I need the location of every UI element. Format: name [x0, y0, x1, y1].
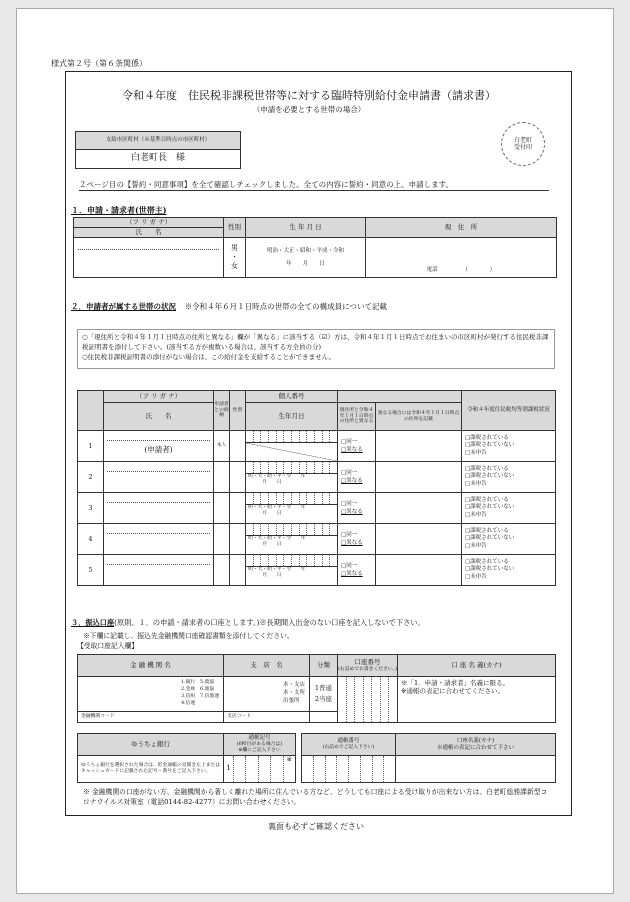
household-birth-date: 明・大・昭・平・令 年 月 日	[248, 474, 306, 485]
yucho-number-note: (右詰めでご記入下さい)	[322, 744, 375, 750]
branch-name-header: 支 店 名	[224, 655, 310, 677]
household-address-diff-field[interactable]	[338, 431, 376, 462]
household-address-diff-field[interactable]	[338, 493, 376, 524]
type-field[interactable]: 1普通 2当座	[310, 677, 338, 712]
applicant-furigana-header: （フ リ ガ ナ）	[74, 218, 224, 228]
tax-option-taxed[interactable]: □課税されている	[465, 558, 509, 565]
bank-kind-options: 1.銀行 5.農協 2.金庫 6.漁協 3.信組 7.信漁連 4.信連	[181, 679, 219, 706]
household-gender-header: 性別	[230, 391, 246, 431]
household-relation-header: 申請者との続柄	[214, 391, 230, 431]
reception-stamp-area	[501, 122, 545, 166]
household-row	[78, 462, 556, 493]
household-gender-field[interactable]	[230, 524, 246, 555]
tax-option-taxed[interactable]: □課税されている	[465, 527, 509, 534]
form-number: 様式第２号（第６条関係）	[51, 59, 147, 68]
tax-option-not-taxed[interactable]: □課税されていない	[465, 535, 515, 542]
yucho-number-label: 通帳番号	[337, 738, 360, 745]
check-different[interactable]: □異なる	[341, 509, 363, 515]
application-form-page	[16, 8, 614, 894]
yucho-star: ※	[286, 756, 292, 763]
household-member-name-field[interactable]	[104, 462, 214, 493]
household-row	[78, 555, 556, 586]
household-table	[77, 390, 556, 586]
applicant-gender-field[interactable]: 男 ・ 女	[224, 238, 246, 278]
yucho-holder-label: 口座名義(カナ)	[456, 737, 495, 744]
check-same[interactable]: □同一	[341, 469, 358, 476]
mynumber-cells	[246, 493, 337, 505]
section2-note-1: ○「現住所と令和４年１月１日時点の住所と異なる」欄が「異なる」に該当する（☑）方は、令和４年１月１日時点でお住まいの市区町村が発行する住民税非課税証明書を添付して下さい。(該当する方が複数いる場合は、該当する方全員の分)	[82, 333, 549, 351]
household-member-name	[107, 565, 210, 583]
account-number-header	[338, 655, 398, 677]
household-furigana-line	[107, 526, 210, 534]
section2-title	[71, 302, 387, 311]
mynumber-cells	[246, 462, 337, 474]
household-member-name	[107, 472, 210, 490]
household-member-name-field[interactable]	[104, 555, 214, 586]
household-member-name	[107, 503, 210, 521]
yucho-table	[77, 733, 556, 783]
yucho-holder-field[interactable]	[396, 756, 556, 783]
household-tax-status-field[interactable]	[462, 493, 556, 524]
household-prev-address-field[interactable]	[376, 555, 462, 586]
tax-option-undeclared[interactable]: □未申告	[465, 542, 487, 549]
type-header: 分類	[310, 655, 338, 677]
household-relation-field[interactable]	[214, 555, 230, 586]
footer-note: 裏面も必ずご確認ください	[268, 822, 364, 831]
household-mynumber-birth-field[interactable]	[246, 555, 338, 586]
mynumber-cells	[246, 431, 337, 443]
household-gender-field[interactable]	[230, 462, 246, 493]
household-relation-field[interactable]	[214, 493, 230, 524]
applicant-name-field[interactable]	[74, 238, 224, 278]
household-birth-header: 生年月日	[246, 403, 338, 431]
yucho-header: ゆうちょ銀行	[78, 734, 224, 756]
bank-code-field[interactable]: 金融機関コード	[78, 711, 224, 722]
household-furigana-header: （フ リ ガ ナ）	[104, 391, 214, 403]
household-tax-header: 令和４年度住民税均等割課税状況	[462, 391, 556, 431]
household-furigana-line	[107, 464, 210, 472]
bank-account-table	[77, 654, 556, 723]
tax-option-taxed[interactable]: □課税されている	[465, 434, 509, 441]
section2-notes	[77, 329, 555, 369]
section2-title-text: ２．申請者が属する世帯の状況	[71, 302, 176, 311]
household-addr-header-top	[338, 391, 462, 403]
household-addr-if-header: 異なる場合には令和４年１月１日時点の住所を記載	[376, 403, 462, 431]
household-gender-field[interactable]	[230, 493, 246, 524]
household-row-number: 1	[78, 431, 104, 462]
applicant-era-options: 明治・大正・昭和・平成・令和	[266, 247, 344, 254]
bank-name-field[interactable]	[78, 677, 224, 712]
section2-note-2: ○住民税非課税証明書の添付がない場合は、この給付金を支給することができません。	[82, 352, 336, 361]
bank-name-header: 金 融 機 関 名	[78, 655, 224, 677]
yucho-sign-note: (6桁目がある場合は) ※欄にご記入下さい	[236, 741, 283, 753]
tax-option-undeclared[interactable]: □未申告	[465, 573, 487, 580]
type-blank	[310, 711, 338, 722]
yucho-number-cells	[302, 756, 395, 782]
tax-option-not-taxed[interactable]: □課税されていない	[465, 566, 515, 573]
household-relation-field[interactable]	[214, 524, 230, 555]
household-member-name: (申請者)	[144, 445, 173, 454]
household-tax-status-field[interactable]	[462, 555, 556, 586]
section2-description: ※令和４年６月１日時点の世帯の全ての構成員について記載	[184, 302, 387, 311]
applicant-ymd: 年 月 日	[286, 260, 325, 267]
section3-title-rest: (原則、１．の申請・請求者の口座とします。)※長期間入出金のない口座を記入しないで下さい。	[114, 618, 425, 627]
branch-kind-options: 本・支店 本・支所 出張所	[282, 681, 305, 704]
applicant-birth-header: 生 年 月 日	[246, 218, 366, 238]
section1-title	[71, 205, 167, 215]
household-member-name-field[interactable]	[104, 493, 214, 524]
household-birth-date: 明・大・昭・平・令 年 月 日	[248, 505, 306, 516]
household-birth-date: 明・大・昭・平・令 年 月 日	[248, 567, 306, 578]
household-tax-status-field[interactable]	[462, 462, 556, 493]
pledge-statement: ２ページ目の【誓約・同意事項】を全て確認しチェックしました。全ての内容に誓約・同意の上、申請します。	[79, 180, 549, 191]
household-rows	[78, 431, 556, 586]
tax-option-undeclared[interactable]: □未申告	[465, 511, 487, 518]
holder-name-field[interactable]: ※「1．申請・請求者」名義に限る。 ※通帳の表記に合わせてください。	[398, 677, 556, 723]
applicant-table	[73, 217, 557, 278]
municipality-label: 支給市区町村（※基準日時点の市区町村）	[76, 132, 241, 150]
account-number-note: (右詰めでお書きください。)	[338, 666, 397, 672]
household-address-diff-field[interactable]	[338, 524, 376, 555]
stamp-label: 白老町 受付印	[513, 136, 532, 151]
household-row	[78, 493, 556, 524]
household-furigana-line	[107, 495, 210, 503]
household-relation-field[interactable]	[214, 462, 230, 493]
yucho-holder-note: ※通帳の表記に合わせて下さい	[436, 744, 514, 751]
household-furigana-line	[107, 433, 210, 441]
applicant-name-header: 氏 名	[74, 228, 224, 238]
applicant-furigana-line	[78, 241, 219, 250]
applicant-gender-header: 性別	[224, 218, 246, 238]
municipality-value: 白老町長 様	[76, 150, 241, 169]
yucho-sign-field[interactable]	[224, 756, 296, 783]
tax-option-taxed[interactable]: □課税されている	[465, 496, 509, 503]
household-row-number: 5	[78, 555, 104, 586]
tax-option-not-taxed[interactable]: □課税されていない	[465, 442, 515, 449]
household-member-name-field[interactable]	[104, 524, 214, 555]
check-same[interactable]: □同一	[341, 500, 358, 507]
applicant-birth-field[interactable]	[246, 238, 366, 278]
mynumber-cells	[246, 555, 337, 567]
section3-form-label: 【受取口座記入欄】	[77, 642, 139, 650]
check-same[interactable]: □同一	[341, 531, 358, 538]
household-row-number: 4	[78, 524, 104, 555]
branch-code-field[interactable]: 支店コード	[224, 711, 310, 722]
check-different[interactable]: □異なる	[341, 540, 363, 546]
yucho-sign-label: 通帳記号	[248, 735, 271, 742]
yucho-sign-cells	[224, 756, 295, 782]
household-mynumber-birth-field[interactable]	[246, 431, 338, 462]
household-member-name-field[interactable]	[104, 431, 214, 462]
check-different[interactable]: □異なる	[341, 478, 363, 484]
section1-title-text: １．申請・請求者(世帯主)	[71, 205, 167, 215]
form-subtitle: （申請を必要とする世帯の場合）	[252, 105, 366, 114]
household-address-diff-field[interactable]	[338, 462, 376, 493]
branch-name-field[interactable]	[224, 677, 310, 712]
household-name-header: 氏 名	[104, 403, 214, 431]
household-furigana-line	[107, 557, 210, 565]
household-row-number: 3	[78, 493, 104, 524]
household-prev-address-field[interactable]	[376, 462, 462, 493]
tax-option-not-taxed[interactable]: □課税されていない	[465, 504, 515, 511]
check-different[interactable]: □異なる	[341, 571, 363, 577]
tax-option-not-taxed[interactable]: □課税されていない	[465, 473, 515, 480]
holder-name-header: 口 座 名 義(カナ)	[398, 655, 556, 677]
household-prev-address-field[interactable]	[376, 431, 462, 462]
applicant-address-field[interactable]	[366, 238, 557, 278]
household-member-name	[107, 534, 210, 552]
mynumber-cells	[246, 524, 337, 536]
check-different[interactable]: □異なる	[341, 447, 363, 453]
account-number-label: 口座番号	[354, 658, 381, 667]
municipality-box	[75, 131, 241, 169]
applicant-address-header: 現 住 所	[366, 218, 557, 238]
tax-option-undeclared[interactable]: □未申告	[465, 480, 487, 487]
household-row	[78, 524, 556, 555]
household-relation-field[interactable]: 本人	[214, 431, 230, 462]
account-number-field[interactable]	[338, 677, 398, 723]
section3-title-text: ３．振込口座	[71, 618, 115, 627]
tax-option-undeclared[interactable]: □未申告	[465, 449, 487, 456]
applicant-phone: 電話 （ ）	[426, 267, 496, 274]
yucho-sign-fixed: 1	[224, 756, 234, 782]
tax-option-taxed[interactable]: □課税されている	[465, 465, 509, 472]
household-birth-date: 明・大・昭・平・令 年 月 日	[248, 536, 306, 547]
household-gender-field[interactable]	[230, 431, 246, 462]
section3-title	[71, 618, 425, 627]
section3-footnote: ※ 金融機関の口座がない方、金融機関から著しく離れた場所に住んでいる方など、どうしても口座による受け取りが出来ない方は、白老町総務課新型コロナウイルス対策室（電話0144-82-4277）にお問い合わせください。	[83, 788, 548, 806]
household-addr-diff-header: 現住所と令和４年１月１日時点の住所と異なる	[338, 403, 376, 431]
account-number-cells	[338, 677, 397, 722]
household-address-diff-field[interactable]	[338, 555, 376, 586]
household-mynumber-birth-field[interactable]	[246, 524, 338, 555]
household-tax-status-field[interactable]	[462, 524, 556, 555]
form-title: 令和４年度 住民税非課税世帯等に対する臨時特別給付金申請書（請求書）	[122, 89, 496, 102]
household-prev-address-field[interactable]	[376, 493, 462, 524]
check-same[interactable]: □同一	[341, 562, 358, 569]
household-mynumber-birth-field[interactable]	[246, 462, 338, 493]
yucho-sign-header	[224, 734, 296, 756]
household-row-number: 2	[78, 462, 104, 493]
household-mynumber-birth-field[interactable]	[246, 493, 338, 524]
household-tax-status-field[interactable]	[462, 431, 556, 462]
household-birth-date	[246, 443, 337, 461]
household-mynumber-header: 個人番号	[246, 391, 338, 403]
section3-instruction: ※下欄に記載し、振込先金融機関口座確認書類を添付してください。	[83, 632, 294, 640]
household-prev-address-field[interactable]	[376, 524, 462, 555]
yucho-holder-header	[396, 734, 556, 756]
household-row	[78, 431, 556, 462]
check-same[interactable]: □同一	[341, 438, 358, 445]
applicant-name-space	[78, 250, 219, 274]
yucho-number-header	[302, 734, 396, 756]
yucho-number-field[interactable]	[302, 756, 396, 783]
yucho-note: ゆうちょ銀行を選択された場合は、貯金通帳の見開き左上または キャッシュカードに記載された記号・番号をご記入下さい。	[78, 756, 224, 783]
household-no-header	[78, 391, 104, 431]
household-gender-field[interactable]	[230, 555, 246, 586]
